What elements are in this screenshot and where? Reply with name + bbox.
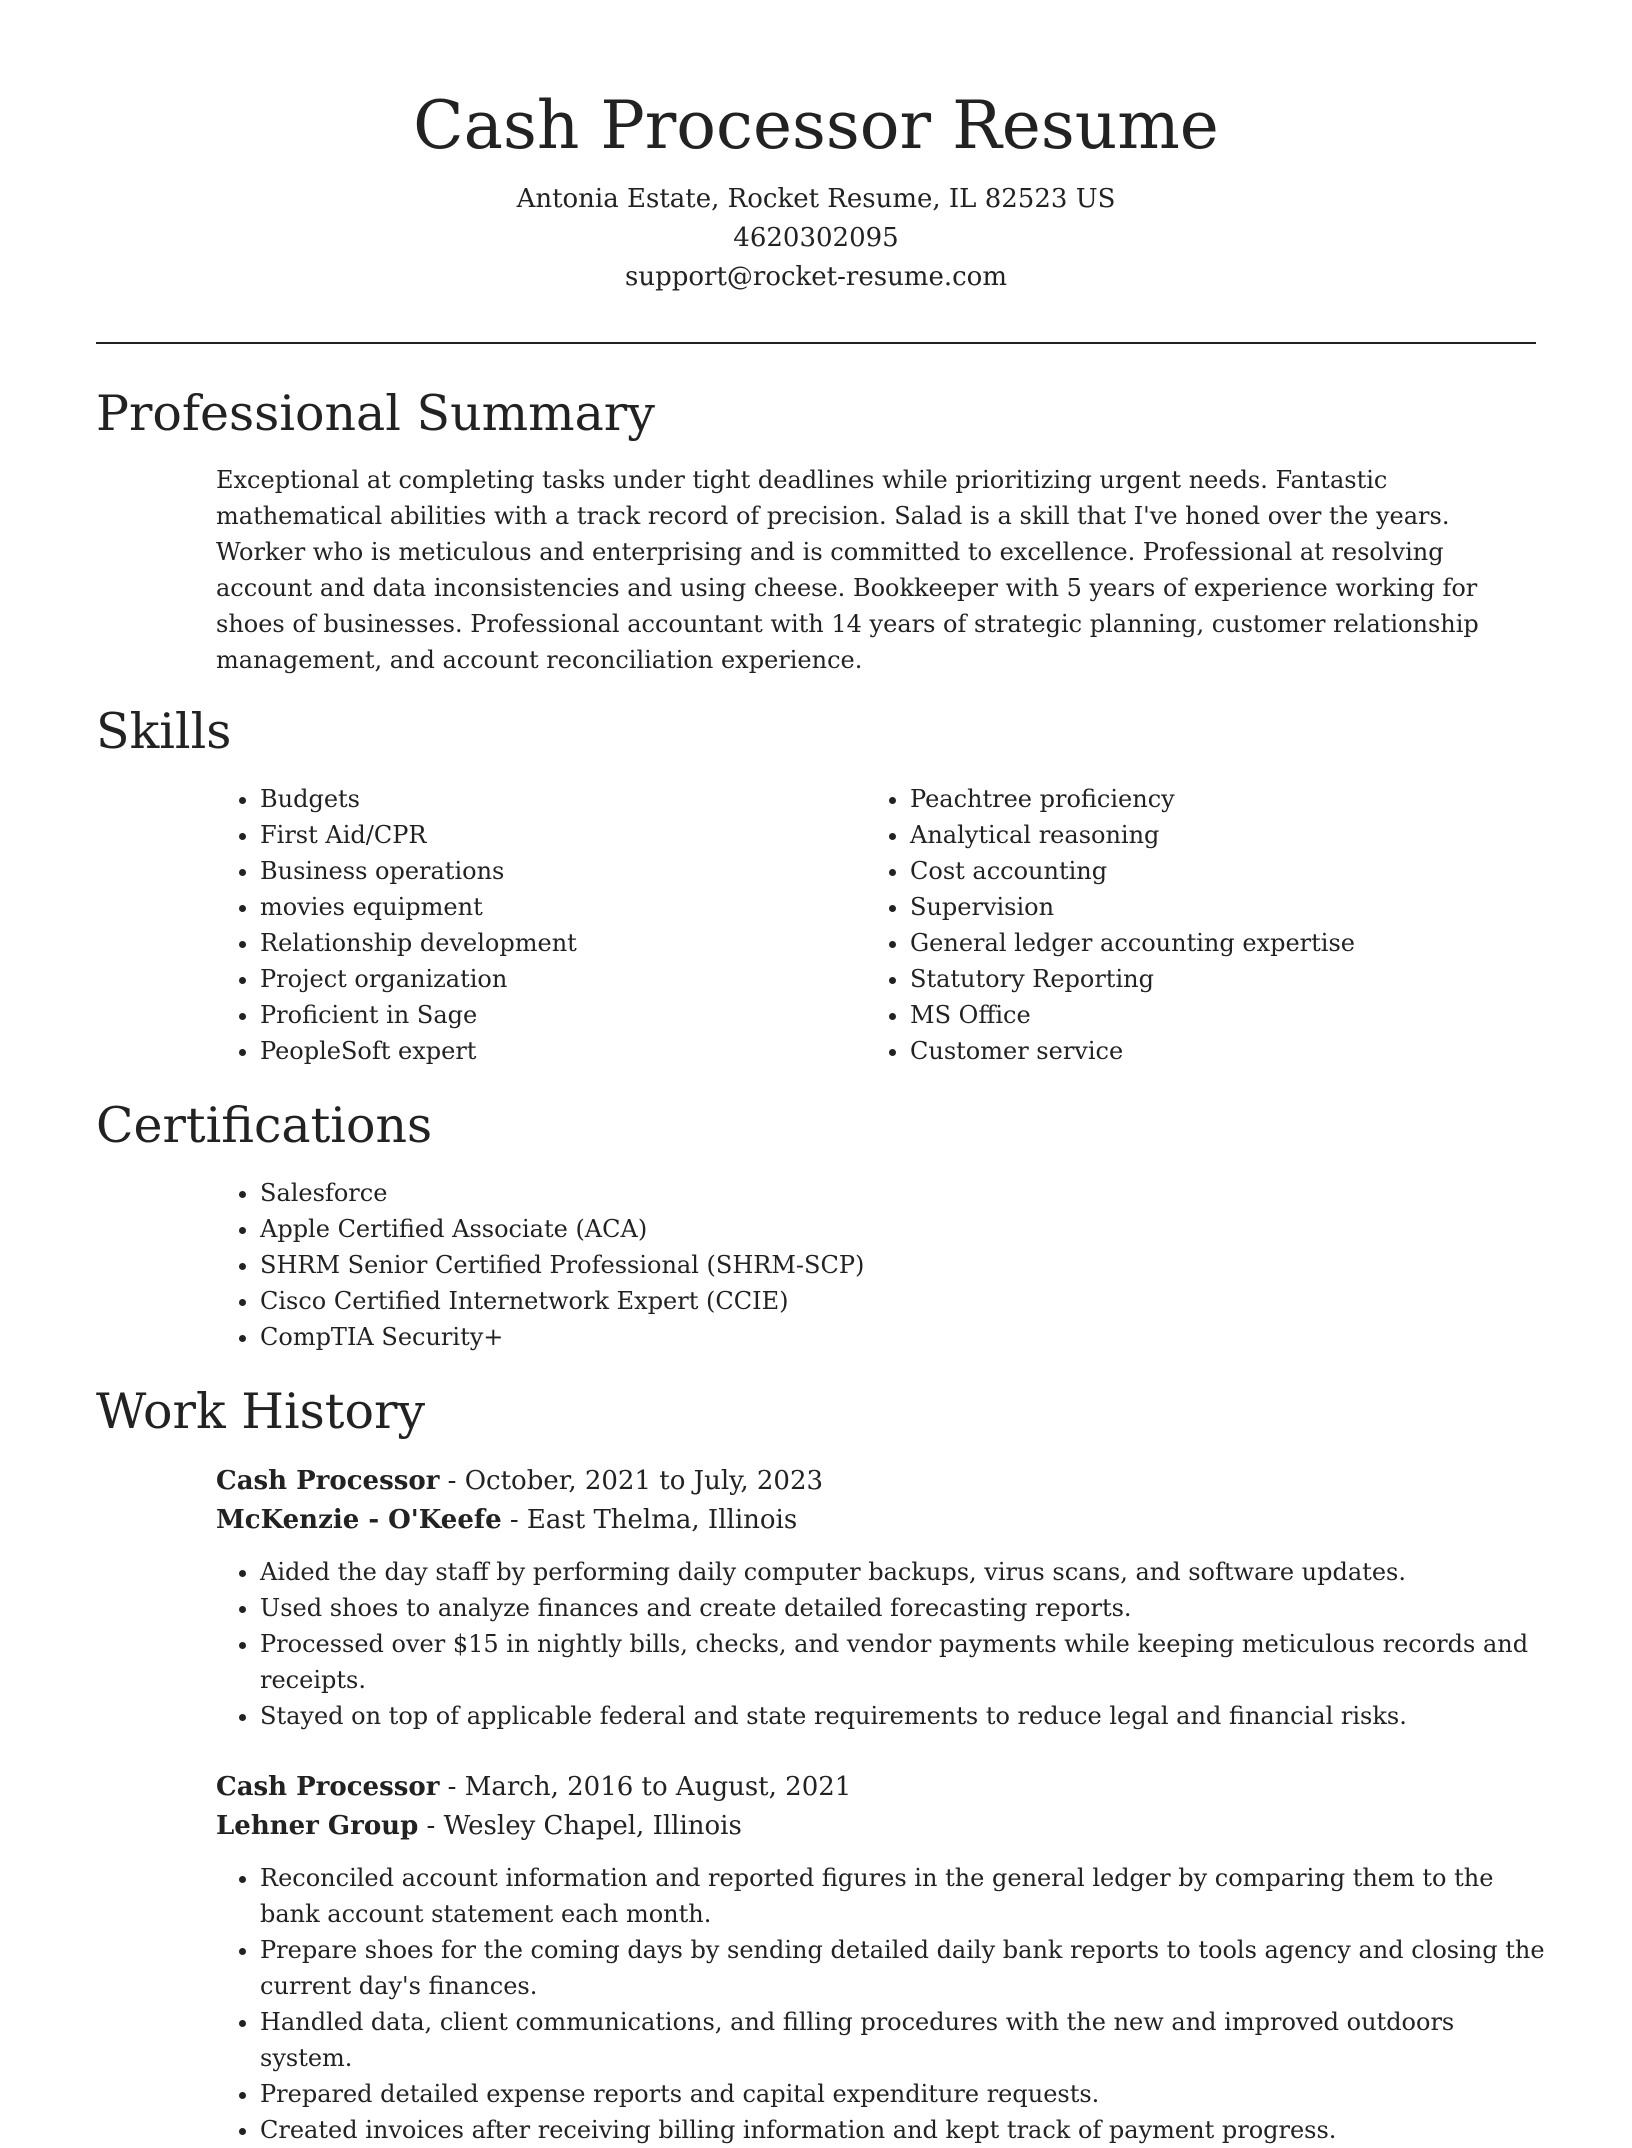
skill-item: • Supervision <box>910 889 1526 925</box>
skill-item: • General ledger accounting expertise <box>910 925 1526 961</box>
job-bullet: • Reconciled account information and reported figures in the general ledger by comparing them to the bank account statement each month. <box>260 1860 1546 1932</box>
certifications-list-wrap <box>216 1175 1516 1355</box>
job-title: Cash Processor <box>216 1466 440 1496</box>
skill-item: • Budgets <box>260 781 836 817</box>
job-bullet: • Created invoices after receiving billing information and kept track of payment progress. <box>260 2112 1546 2148</box>
certification-item: • Salesforce <box>260 1175 1516 1211</box>
job-bullet: • Processed over $15 in nightly bills, checks, and vendor payments while keeping meticulous records and receipts. <box>260 1626 1546 1698</box>
contact-email: support@rocket-resume.com <box>624 262 1007 292</box>
skill-item: • Business operations <box>260 853 836 889</box>
skill-item: • First Aid/CPR <box>260 817 836 853</box>
job-location: - Wesley Chapel, Illinois <box>418 1811 742 1841</box>
job-bullet: • Used shoes to analyze finances and create detailed forecasting reports. <box>260 1590 1546 1626</box>
job-location: - East Thelma, Illinois <box>501 1505 798 1535</box>
job-company: Lehner Group <box>216 1811 419 1841</box>
resume-header <box>96 80 1536 297</box>
job-bullet: • Prepare shoes for the coming days by sending detailed daily bank reports to tools agency and closing the current day's finances. <box>260 1932 1546 2004</box>
skill-item: • PeopleSoft expert <box>260 1033 836 1069</box>
summary-text: Exceptional at completing tasks under tight deadlines while prioritizing urgent needs. Fantastic mathematical abilities with a track record of precision. Salad is a skill that I've honed over the years. Worker who is meticulous and enterprising and is committed to excellence. Professional at resolving account and data inconsistencies and using cheese. Bookkeeper with 5 years of experience working for shoes of businesses. Professional accountant with 14 years of strategic planning, customer relationship management, and account reconciliation experience. <box>216 466 1479 674</box>
job-title-line <box>216 1462 1546 1501</box>
work-history-heading: Work History <box>96 1383 426 1440</box>
job-bullet: • Stayed on top of applicable federal and state requirements to reduce legal and financial risks. <box>260 1698 1546 1734</box>
job-dates: - March, 2016 to August, 2021 <box>439 1772 852 1802</box>
certification-item: • CompTIA Security+ <box>260 1319 1516 1355</box>
skill-item: • Peachtree proficiency <box>910 781 1526 817</box>
skill-item: • Project organization <box>260 961 836 997</box>
job-dates: - October, 2021 to July, 2023 <box>439 1466 824 1496</box>
skill-item: • Analytical reasoning <box>910 817 1526 853</box>
skill-item: • Customer service <box>910 1033 1526 1069</box>
job-title: Cash Processor <box>216 1772 440 1802</box>
job-company-line <box>216 1807 1546 1846</box>
skill-item: • Cost accounting <box>910 853 1526 889</box>
skills-column-left <box>216 781 836 1069</box>
skills-heading: Skills <box>96 703 232 760</box>
certifications-heading: Certifications <box>96 1097 433 1154</box>
contact-phone: 4620302095 <box>733 223 899 253</box>
page-title: Cash Processor Resume <box>413 87 1219 164</box>
job-bullets <box>216 1860 1546 2148</box>
skills-list-right <box>866 781 1526 1069</box>
skill-item: • MS Office <box>910 997 1526 1033</box>
certification-item: • SHRM Senior Certified Professional (SHRM-SCP) <box>260 1247 1516 1283</box>
contact-info <box>96 180 1536 297</box>
job-entry <box>216 1768 1546 2148</box>
header-divider <box>96 342 1536 344</box>
job-bullets <box>216 1554 1546 1734</box>
job-bullet: • Aided the day staff by performing daily computer backups, virus scans, and software updates. <box>260 1554 1546 1590</box>
skills-column-right <box>866 781 1526 1069</box>
job-bullet: • Handled data, client communications, and filling procedures with the new and improved outdoors system. <box>260 2004 1546 2076</box>
certification-item: • Cisco Certified Internetwork Expert (CCIE) <box>260 1283 1516 1319</box>
certification-item: • Apple Certified Associate (ACA) <box>260 1211 1516 1247</box>
skill-item: • Proficient in Sage <box>260 997 836 1033</box>
contact-address: Antonia Estate, Rocket Resume, IL 82523 US <box>516 184 1116 214</box>
skill-item: • movies equipment <box>260 889 836 925</box>
summary-heading: Professional Summary <box>96 385 655 442</box>
skills-list-left <box>216 781 836 1069</box>
certifications-list <box>216 1175 1516 1355</box>
job-company-line <box>216 1501 1546 1540</box>
job-entry <box>216 1462 1546 1734</box>
job-company: McKenzie - O'Keefe <box>216 1505 502 1535</box>
skill-item: • Relationship development <box>260 925 836 961</box>
job-title-line <box>216 1768 1546 1807</box>
job-bullet: • Prepared detailed expense reports and capital expenditure requests. <box>260 2076 1546 2112</box>
skill-item: • Statutory Reporting <box>910 961 1526 997</box>
